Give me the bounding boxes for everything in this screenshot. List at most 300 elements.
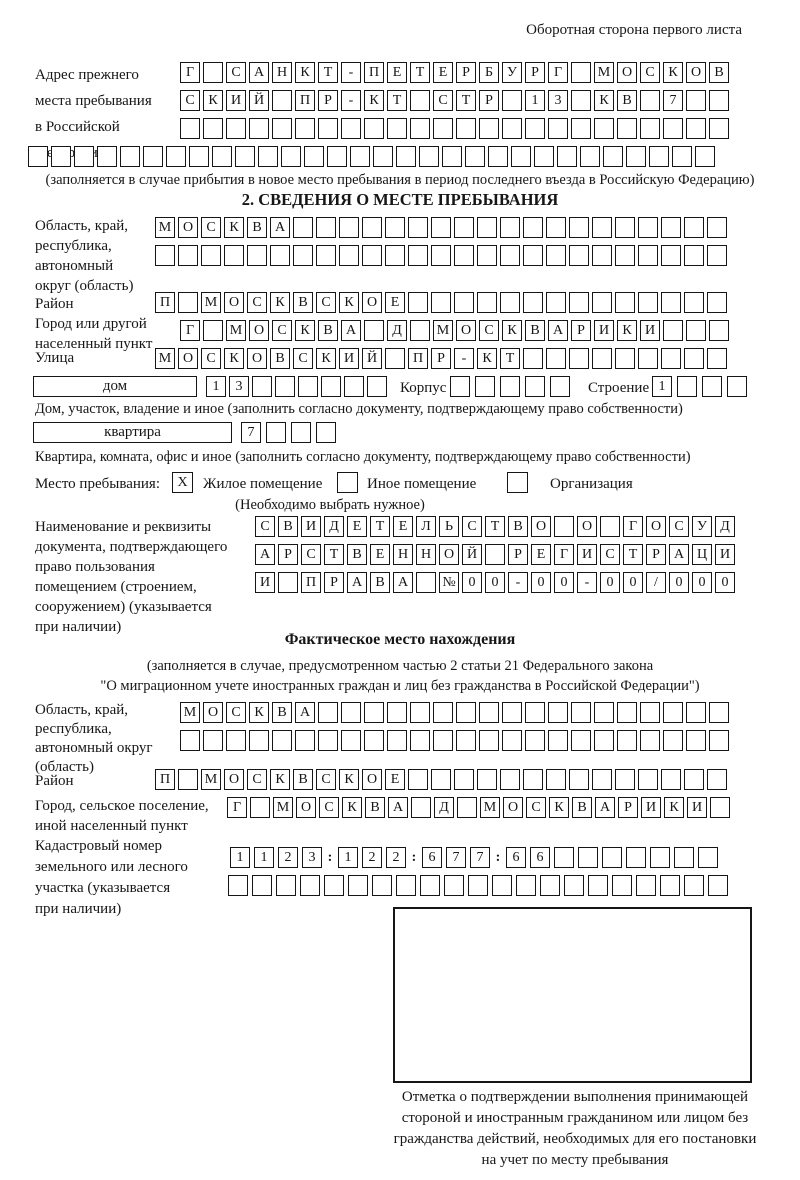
cell-separator: : xyxy=(411,850,417,865)
form-cell xyxy=(454,217,474,238)
oblast-row-2 xyxy=(155,245,727,266)
form-cell xyxy=(272,118,292,139)
form-cell: 0 xyxy=(692,572,712,593)
form-cell xyxy=(416,572,436,593)
form-cell xyxy=(364,118,384,139)
form-cell: К xyxy=(249,702,269,723)
form-cell xyxy=(410,702,430,723)
form-cell xyxy=(431,292,451,313)
form-cell xyxy=(523,769,543,790)
form-cell: Е xyxy=(370,544,390,565)
form-cell xyxy=(408,217,428,238)
form-cell: С xyxy=(226,62,246,83)
label-line: (заполняется в случае, предусмотренном частью 2 статьи 21 Федерального закона xyxy=(146,658,654,674)
form-cell: К xyxy=(224,348,244,369)
form-cell xyxy=(362,217,382,238)
form-cell xyxy=(525,118,545,139)
form-cell: К xyxy=(316,348,336,369)
form-cell: В xyxy=(293,769,313,790)
form-cell xyxy=(364,320,384,341)
label-line: участка (указывается xyxy=(35,880,171,896)
form-cell xyxy=(677,376,697,397)
form-cell xyxy=(640,90,660,111)
form-cell xyxy=(281,146,301,167)
form-cell xyxy=(592,245,612,266)
form-cell: О xyxy=(577,516,597,537)
form-cell xyxy=(661,769,681,790)
form-cell xyxy=(420,875,440,896)
form-cell xyxy=(295,118,315,139)
form-cell: А xyxy=(347,572,367,593)
form-cell xyxy=(516,875,536,896)
form-cell: Т xyxy=(410,62,430,83)
label-line: при наличии) xyxy=(35,619,122,635)
form-cell: Д xyxy=(434,797,454,818)
form-cell xyxy=(295,730,315,751)
form-cell xyxy=(660,875,680,896)
form-cell xyxy=(344,376,364,397)
form-cell: О xyxy=(224,769,244,790)
form-cell xyxy=(224,245,244,266)
form-cell: С xyxy=(247,292,267,313)
form-cell: О xyxy=(249,320,269,341)
form-cell: В xyxy=(370,572,390,593)
form-cell xyxy=(500,292,520,313)
kadastr-row-2 xyxy=(228,875,728,896)
gorod-row xyxy=(180,320,729,341)
checkbox-zhiloe-pomeshchenie: X xyxy=(172,472,193,493)
mesto-choice-footnote: (Необходимо выбрать нужное) xyxy=(235,497,425,513)
form-cell xyxy=(546,292,566,313)
form-cell xyxy=(316,422,336,443)
form-cell xyxy=(465,146,485,167)
form-cell xyxy=(707,769,727,790)
form-cell xyxy=(569,292,589,313)
form-cell xyxy=(709,702,729,723)
form-cell: Т xyxy=(500,348,520,369)
form-cell xyxy=(485,544,505,565)
form-cell xyxy=(571,118,591,139)
form-cell xyxy=(339,217,359,238)
form-cell: И xyxy=(640,320,660,341)
form-cell xyxy=(592,217,612,238)
form-cell xyxy=(592,348,612,369)
form-cell xyxy=(385,348,405,369)
form-cell: Е xyxy=(393,516,413,537)
form-cell xyxy=(475,376,495,397)
fact-gorod-label xyxy=(35,796,209,836)
form-cell: И xyxy=(255,572,275,593)
fact-location-title: Фактическое место нахождения xyxy=(284,631,516,648)
form-cell xyxy=(640,118,660,139)
dom-number-cells xyxy=(206,376,387,397)
form-cell: Й xyxy=(462,544,482,565)
form-cell xyxy=(500,769,520,790)
form-cell xyxy=(203,62,223,83)
form-cell: К xyxy=(224,217,244,238)
mesto-prebyvaniya-label: Место пребывания: xyxy=(35,476,160,492)
confirmation-stamp-box xyxy=(393,907,752,1083)
form-cell: 0 xyxy=(715,572,735,593)
label-line: автономный xyxy=(35,258,114,274)
form-cell xyxy=(341,702,361,723)
prev-address-row-4 xyxy=(28,146,715,167)
form-cell xyxy=(617,730,637,751)
form-cell: С xyxy=(201,348,221,369)
form-cell xyxy=(203,118,223,139)
form-cell: 0 xyxy=(600,572,620,593)
form-cell xyxy=(684,245,704,266)
form-cell xyxy=(661,292,681,313)
form-cell xyxy=(615,217,635,238)
form-cell xyxy=(228,875,248,896)
form-cell xyxy=(247,245,267,266)
fact-oblast-label xyxy=(35,701,153,777)
form-cell xyxy=(548,730,568,751)
form-cell: Т xyxy=(318,62,338,83)
form-cell xyxy=(557,146,577,167)
label-line: места пребывания xyxy=(35,93,152,109)
form-cell: В xyxy=(508,516,528,537)
form-cell xyxy=(626,847,646,868)
dom-footnote: Дом, участок, владение и иное (заполнить согласно документу, подтверждающему право собственности) xyxy=(35,401,683,417)
form-cell xyxy=(663,320,683,341)
form-cell xyxy=(339,245,359,266)
form-cell xyxy=(588,875,608,896)
document-row-1 xyxy=(255,516,735,537)
form-cell: Р xyxy=(431,348,451,369)
page-header-note: Оборотная сторона первого листа xyxy=(526,22,742,38)
label-line: Кадастровый номер xyxy=(35,838,162,854)
form-cell: И xyxy=(577,544,597,565)
form-cell xyxy=(523,245,543,266)
form-cell xyxy=(580,146,600,167)
form-cell: С xyxy=(479,320,499,341)
form-cell xyxy=(615,769,635,790)
form-cell xyxy=(396,875,416,896)
form-cell: К xyxy=(549,797,569,818)
label-line: Адрес прежнего xyxy=(35,67,139,83)
form-cell: О xyxy=(686,62,706,83)
form-cell: 1 xyxy=(338,847,358,868)
form-cell: С xyxy=(293,348,313,369)
form-cell xyxy=(569,245,589,266)
dom-field-box: дом xyxy=(33,376,197,397)
form-cell: У xyxy=(692,516,712,537)
form-cell xyxy=(571,702,591,723)
form-cell xyxy=(592,292,612,313)
form-cell xyxy=(615,245,635,266)
label-line: в Российской xyxy=(35,119,120,135)
form-cell: 1 xyxy=(230,847,250,868)
form-cell xyxy=(500,245,520,266)
form-cell: 0 xyxy=(462,572,482,593)
document-row-3 xyxy=(255,572,735,593)
form-cell xyxy=(387,730,407,751)
form-cell xyxy=(318,702,338,723)
form-cell: Р xyxy=(571,320,591,341)
form-cell: - xyxy=(577,572,597,593)
form-cell xyxy=(686,730,706,751)
form-cell xyxy=(178,292,198,313)
form-cell xyxy=(707,292,727,313)
form-cell xyxy=(479,730,499,751)
form-cell: А xyxy=(270,217,290,238)
form-cell: М xyxy=(480,797,500,818)
form-cell xyxy=(707,245,727,266)
form-cell xyxy=(408,245,428,266)
form-cell: № xyxy=(439,572,459,593)
form-cell xyxy=(672,146,692,167)
form-cell xyxy=(410,90,430,111)
form-cell xyxy=(477,292,497,313)
kvartira-field-box: квартира xyxy=(33,422,232,443)
form-cell xyxy=(502,730,522,751)
form-cell xyxy=(276,875,296,896)
form-cell: К xyxy=(203,90,223,111)
form-cell xyxy=(686,702,706,723)
form-cell: К xyxy=(477,348,497,369)
label-line: помещением (строением, xyxy=(35,579,197,595)
form-cell: 1 xyxy=(652,376,672,397)
kadastr-number-label xyxy=(35,836,188,920)
form-cell xyxy=(709,118,729,139)
label-line: Область, край, xyxy=(35,702,129,718)
form-cell: Т xyxy=(456,90,476,111)
form-cell xyxy=(201,245,221,266)
form-cell: Ц xyxy=(692,544,712,565)
form-cell xyxy=(304,146,324,167)
form-cell xyxy=(97,146,117,167)
form-cell: 2 xyxy=(278,847,298,868)
form-cell: С xyxy=(600,544,620,565)
form-cell xyxy=(431,769,451,790)
form-cell xyxy=(385,245,405,266)
form-cell: Г xyxy=(227,797,247,818)
form-cell: 3 xyxy=(302,847,322,868)
form-cell: Ь xyxy=(439,516,459,537)
form-cell xyxy=(180,118,200,139)
form-cell: Р xyxy=(646,544,666,565)
form-cell xyxy=(362,245,382,266)
form-cell: О xyxy=(439,544,459,565)
form-cell xyxy=(180,730,200,751)
form-cell: М xyxy=(273,797,293,818)
form-cell: - xyxy=(341,90,361,111)
form-cell xyxy=(226,730,246,751)
form-cell: Р xyxy=(324,572,344,593)
form-cell xyxy=(617,118,637,139)
option-organizatsiya-label: Организация xyxy=(550,476,633,492)
form-cell xyxy=(293,217,313,238)
prev-address-row-3 xyxy=(180,118,729,139)
form-cell xyxy=(74,146,94,167)
form-cell xyxy=(502,118,522,139)
form-cell: Г xyxy=(548,62,568,83)
form-cell xyxy=(479,702,499,723)
form-cell xyxy=(444,875,464,896)
form-cell xyxy=(51,146,71,167)
form-cell xyxy=(410,320,430,341)
form-cell xyxy=(454,245,474,266)
form-cell: Р xyxy=(525,62,545,83)
form-cell xyxy=(571,90,591,111)
label-line: стороной и иностранным гражданином или лицом без xyxy=(401,1110,749,1126)
form-cell: Т xyxy=(370,516,390,537)
form-cell xyxy=(410,118,430,139)
form-cell xyxy=(684,769,704,790)
form-cell: Р xyxy=(318,90,338,111)
form-cell xyxy=(488,146,508,167)
form-cell xyxy=(258,146,278,167)
form-cell: 0 xyxy=(669,572,689,593)
label-line: автономный округ xyxy=(35,740,153,756)
form-cell: А xyxy=(341,320,361,341)
form-cell: - xyxy=(454,348,474,369)
form-cell xyxy=(525,702,545,723)
form-cell xyxy=(663,118,683,139)
form-cell: М xyxy=(226,320,246,341)
form-cell xyxy=(686,118,706,139)
form-cell xyxy=(442,146,462,167)
form-cell: В xyxy=(293,292,313,313)
form-cell xyxy=(640,730,660,751)
form-cell: И xyxy=(687,797,707,818)
fact-location-footnote xyxy=(0,656,800,696)
form-cell xyxy=(594,730,614,751)
form-cell: К xyxy=(364,90,384,111)
form-cell xyxy=(661,217,681,238)
form-cell xyxy=(266,422,286,443)
form-cell xyxy=(548,118,568,139)
ulitsa-row xyxy=(155,348,727,369)
form-cell xyxy=(189,146,209,167)
fact-raion-label: Район xyxy=(35,773,74,789)
form-cell: Г xyxy=(180,320,200,341)
section2-title: 2. СВЕДЕНИЯ О МЕСТЕ ПРЕБЫВАНИЯ xyxy=(241,190,559,209)
form-cell: - xyxy=(341,62,361,83)
form-cell xyxy=(578,847,598,868)
form-cell xyxy=(249,118,269,139)
form-cell xyxy=(456,730,476,751)
form-cell: К xyxy=(339,769,359,790)
form-cell xyxy=(546,217,566,238)
form-cell: А xyxy=(255,544,275,565)
form-cell xyxy=(468,875,488,896)
form-cell xyxy=(275,376,295,397)
label-line: Город или другой xyxy=(35,316,147,332)
form-cell xyxy=(492,875,512,896)
form-cell: С xyxy=(272,320,292,341)
label-line: право пользования xyxy=(35,559,155,575)
form-cell: 1 xyxy=(525,90,545,111)
form-cell: И xyxy=(594,320,614,341)
form-cell xyxy=(594,702,614,723)
form-cell: В xyxy=(347,544,367,565)
form-cell xyxy=(695,146,715,167)
form-cell xyxy=(500,376,520,397)
form-cell xyxy=(546,245,566,266)
form-cell: К xyxy=(617,320,637,341)
document-row-2 xyxy=(255,544,735,565)
form-cell xyxy=(709,320,729,341)
form-cell: Б xyxy=(479,62,499,83)
form-cell xyxy=(454,769,474,790)
form-cell: В xyxy=(617,90,637,111)
kvartira-cells xyxy=(241,422,336,443)
option-inoe-label: Иное помещение xyxy=(367,476,477,492)
form-cell: С xyxy=(316,769,336,790)
form-cell: Т xyxy=(623,544,643,565)
form-cell: 2 xyxy=(386,847,406,868)
form-cell: Г xyxy=(623,516,643,537)
form-cell: 6 xyxy=(506,847,526,868)
label-line: (область) xyxy=(35,759,94,775)
form-cell: 0 xyxy=(623,572,643,593)
form-cell: М xyxy=(155,217,175,238)
form-cell: К xyxy=(594,90,614,111)
form-cell: О xyxy=(224,292,244,313)
form-cell: К xyxy=(270,292,290,313)
label-line: Наименование и реквизиты xyxy=(35,519,212,535)
form-cell xyxy=(270,245,290,266)
form-cell xyxy=(684,292,704,313)
form-cell xyxy=(249,730,269,751)
form-cell xyxy=(252,875,272,896)
raion-row xyxy=(155,292,727,313)
form-cell xyxy=(640,702,660,723)
form-cell: Е xyxy=(385,292,405,313)
form-cell xyxy=(638,217,658,238)
option-zhiloe-label: Жилое помещение xyxy=(203,476,323,492)
form-cell: С xyxy=(433,90,453,111)
form-cell xyxy=(636,875,656,896)
oblast-row-1 xyxy=(155,217,727,238)
form-cell: М xyxy=(201,292,221,313)
form-cell: Е xyxy=(433,62,453,83)
cell-separator: : xyxy=(495,850,501,865)
form-cell: О xyxy=(503,797,523,818)
form-cell: И xyxy=(301,516,321,537)
form-cell: С xyxy=(316,292,336,313)
form-cell xyxy=(684,348,704,369)
form-cell xyxy=(387,118,407,139)
cell-separator: : xyxy=(327,850,333,865)
form-cell xyxy=(626,146,646,167)
form-cell: И xyxy=(339,348,359,369)
form-cell xyxy=(411,797,431,818)
label-line: Город, сельское поселение, xyxy=(35,798,209,814)
form-cell: М xyxy=(201,769,221,790)
form-cell: С xyxy=(255,516,275,537)
label-line: Отметка о подтверждении выполнения принимающей xyxy=(401,1089,749,1105)
label-line: округ (область) xyxy=(35,278,134,294)
form-cell xyxy=(709,730,729,751)
form-cell xyxy=(316,245,336,266)
form-cell: Й xyxy=(249,90,269,111)
checkbox-inoe-pomeshchenie xyxy=(337,472,358,493)
form-cell xyxy=(534,146,554,167)
form-cell xyxy=(523,292,543,313)
form-cell: С xyxy=(180,90,200,111)
form-cell: К xyxy=(663,62,683,83)
form-cell xyxy=(523,217,543,238)
form-cell: Д xyxy=(715,516,735,537)
stroenie-label: Строение xyxy=(588,380,650,396)
form-cell xyxy=(698,847,718,868)
form-cell: - xyxy=(508,572,528,593)
form-cell xyxy=(569,348,589,369)
